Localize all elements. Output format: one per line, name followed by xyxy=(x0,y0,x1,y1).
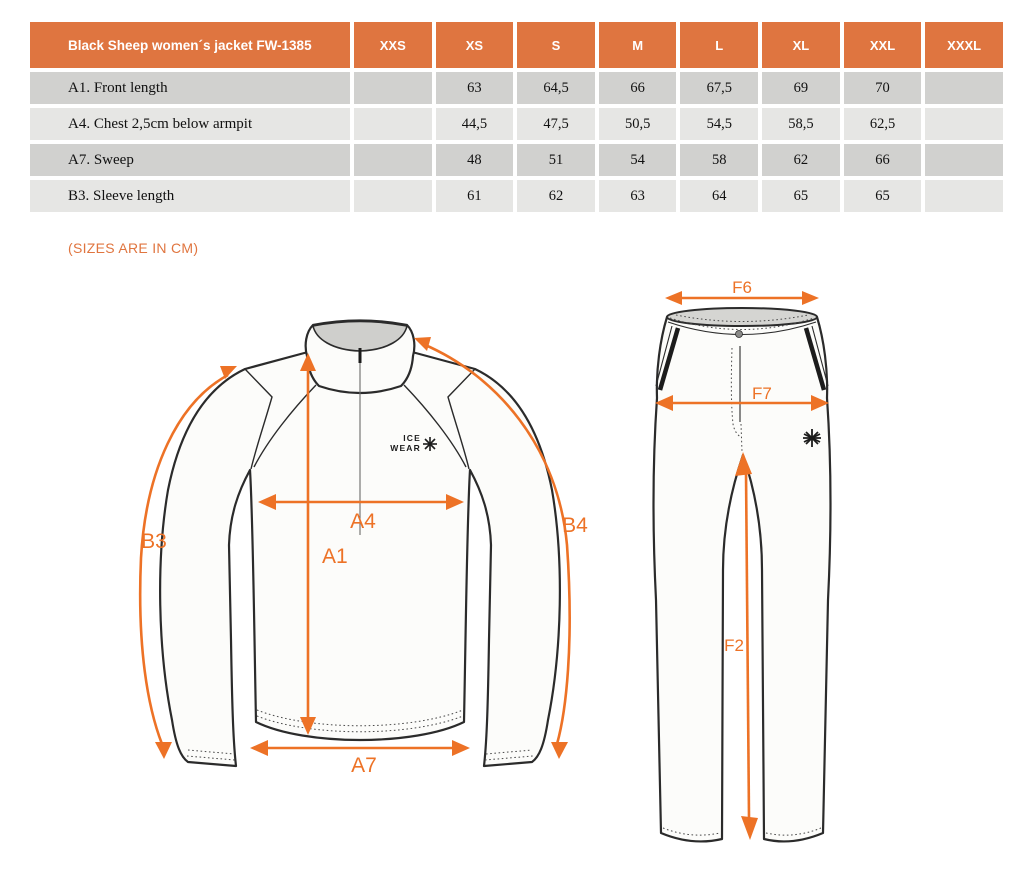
size-value-cell xyxy=(354,108,432,140)
measure-label-b4: B4 xyxy=(562,514,588,537)
size-column-xxl: XXL xyxy=(844,22,922,68)
measure-label-a4: A4 xyxy=(350,510,376,533)
measure-label-cell: A7. Sweep xyxy=(30,144,350,176)
size-value-cell: 58 xyxy=(680,144,758,176)
size-value-cell: 58,5 xyxy=(762,108,840,140)
size-value-cell: 51 xyxy=(517,144,595,176)
size-value-cell xyxy=(925,144,1003,176)
size-value-cell: 47,5 xyxy=(517,108,595,140)
size-column-xxs: XXS xyxy=(354,22,432,68)
measure-label-f7: F7 xyxy=(752,384,772,403)
size-value-cell: 61 xyxy=(436,180,514,212)
measure-label-a7: A7 xyxy=(351,754,377,777)
pants-technical-drawing xyxy=(630,275,855,870)
size-value-cell xyxy=(354,180,432,212)
table-row-sweep xyxy=(30,144,1003,176)
size-table-header xyxy=(30,22,1003,68)
size-value-cell: 65 xyxy=(762,180,840,212)
size-column-m: M xyxy=(599,22,677,68)
table-row-front-length xyxy=(30,72,1003,104)
size-value-cell: 44,5 xyxy=(436,108,514,140)
sizes-in-cm-note: (SIZES ARE IN CM) xyxy=(68,240,199,256)
size-column-xl: XL xyxy=(762,22,840,68)
size-value-cell: 50,5 xyxy=(599,108,677,140)
size-value-cell: 54 xyxy=(599,144,677,176)
measure-label-f6: F6 xyxy=(732,278,752,297)
size-value-cell: 64 xyxy=(680,180,758,212)
product-title: Black Sheep women´s jacket FW-1385 xyxy=(30,22,350,68)
icewear-logo-snowflake-icon xyxy=(423,437,437,451)
size-value-cell xyxy=(925,72,1003,104)
size-value-cell: 48 xyxy=(436,144,514,176)
size-column-l: L xyxy=(680,22,758,68)
size-value-cell xyxy=(354,144,432,176)
size-value-cell: 62,5 xyxy=(844,108,922,140)
size-value-cell: 63 xyxy=(436,72,514,104)
size-column-s: S xyxy=(517,22,595,68)
measure-label-b3: B3 xyxy=(141,530,167,553)
size-value-cell: 66 xyxy=(844,144,922,176)
size-value-cell: 54,5 xyxy=(680,108,758,140)
size-value-cell: 69 xyxy=(762,72,840,104)
size-value-cell: 66 xyxy=(599,72,677,104)
size-value-cell xyxy=(354,72,432,104)
table-row-sleeve-length xyxy=(30,180,1003,212)
size-table xyxy=(26,18,1007,216)
icewear-logo-text: WEAR xyxy=(390,443,421,453)
table-row-chest xyxy=(30,108,1003,140)
measure-label-cell: A1. Front length xyxy=(30,72,350,104)
header-row xyxy=(30,22,1003,68)
measure-label-f2: F2 xyxy=(724,636,744,655)
measure-label-a1: A1 xyxy=(322,545,348,568)
measure-label-cell: B3. Sleeve length xyxy=(30,180,350,212)
size-value-cell: 62 xyxy=(762,144,840,176)
size-value-cell: 65 xyxy=(844,180,922,212)
size-value-cell: 64,5 xyxy=(517,72,595,104)
pants-silhouette xyxy=(654,317,831,841)
size-value-cell: 63 xyxy=(599,180,677,212)
measure-label-cell: A4. Chest 2,5cm below armpit xyxy=(30,108,350,140)
size-value-cell xyxy=(925,180,1003,212)
size-column-xxxl: XXXL xyxy=(925,22,1003,68)
size-value-cell xyxy=(925,108,1003,140)
jacket-technical-drawing xyxy=(95,288,610,788)
size-column-xs: XS xyxy=(436,22,514,68)
size-value-cell: 67,5 xyxy=(680,72,758,104)
size-value-cell: 70 xyxy=(844,72,922,104)
size-value-cell: 62 xyxy=(517,180,595,212)
waist-button xyxy=(736,331,743,338)
icewear-logo-text: ICE xyxy=(403,433,421,443)
